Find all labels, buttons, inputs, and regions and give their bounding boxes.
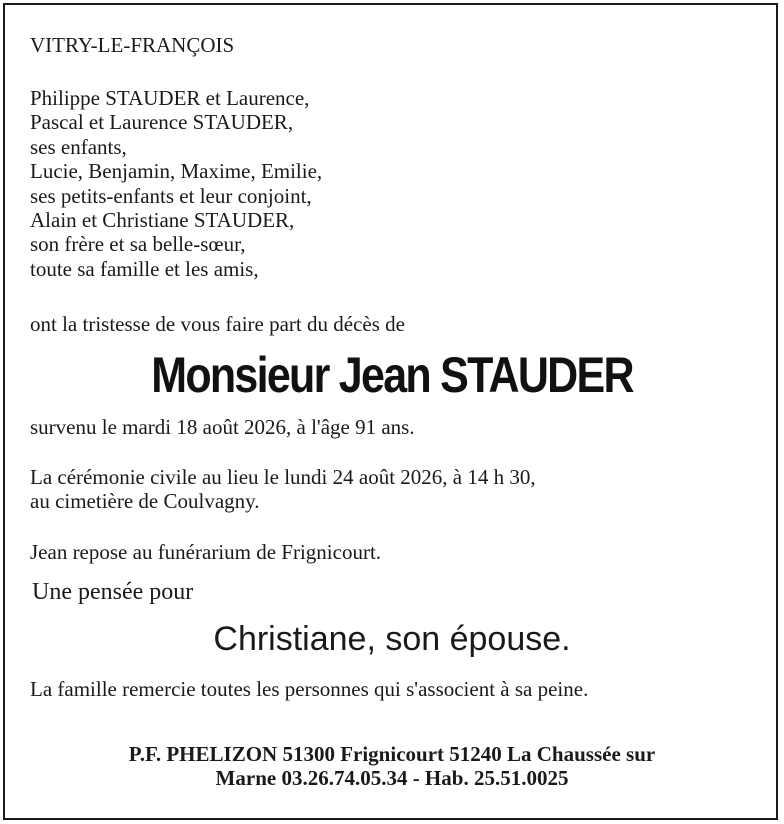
ceremony-line: au cimetière de Coulvagny.	[30, 489, 260, 514]
deceased-name: Monsieur Jean STAUDER	[151, 347, 633, 403]
ceremony-line: La cérémonie civile au lieu le lundi 24 août 2026, à 14 h 30,	[30, 465, 536, 489]
family-line: Alain et Christiane STAUDER,	[30, 208, 295, 233]
pensee-name: Christiane, son épouse.	[213, 620, 571, 658]
location-heading: VITRY-LE-FRANÇOIS	[30, 33, 235, 57]
death-info: survenu le mardi 18 août 2026, à l'âge 91 ans.	[30, 415, 415, 439]
funeral-home-info	[0, 742, 784, 790]
family-line: toute sa famille et les amis,	[30, 256, 259, 281]
funeral-home-line: P.F. PHELIZON 51300 Frignicourt 51240 La Chaussée sur	[128, 742, 656, 766]
family-line: Lucie, Benjamin, Maxime, Emilie,	[30, 159, 323, 184]
thanks-text: La famille remercie toutes les personnes qui s'associent à sa peine.	[30, 677, 589, 701]
announcement-text: ont la tristesse de vous faire part du décès de	[30, 312, 405, 336]
family-list	[30, 86, 322, 281]
funeral-home-line: Marne 03.26.74.05.34 - Hab. 25.51.0025	[215, 766, 569, 790]
ceremony-info	[30, 465, 536, 514]
family-line: Philippe STAUDER et Laurence,	[30, 86, 310, 110]
family-line: ses enfants,	[30, 134, 127, 159]
pensee-title: Une pensée pour	[32, 579, 194, 605]
family-line: Pascal et Laurence STAUDER,	[30, 110, 294, 135]
rest-place: Jean repose au funérarium de Frignicourt.	[30, 540, 382, 564]
family-line: ses petits-enfants et leur conjoint,	[30, 183, 312, 208]
family-line: son frère et sa belle-sœur,	[30, 232, 246, 257]
